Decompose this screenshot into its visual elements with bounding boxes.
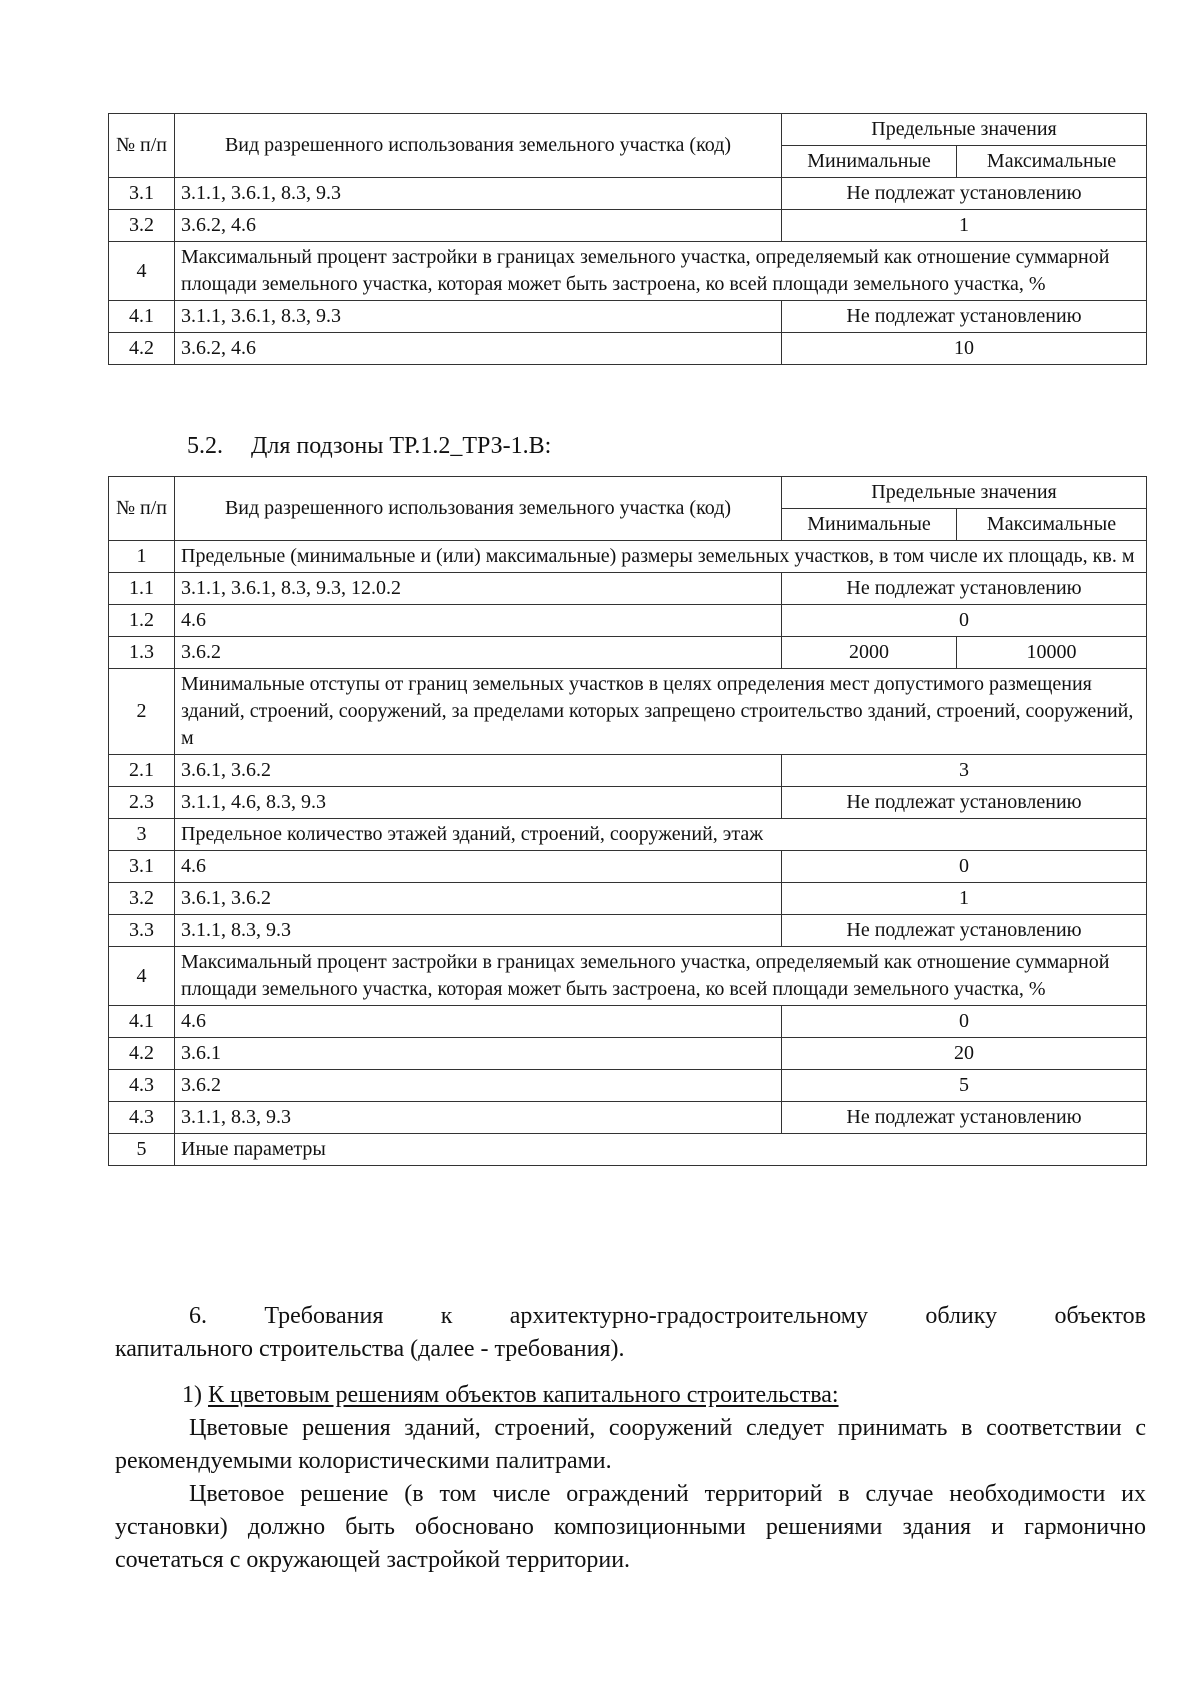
row-value: Не подлежат установлению <box>782 787 1147 819</box>
row-num: 4.3 <box>109 1102 175 1134</box>
row-value: 1 <box>782 210 1147 242</box>
table-row <box>109 637 1147 669</box>
row-code: 3.6.1, 3.6.2 <box>175 755 782 787</box>
row-code: 3.1.1, 3.6.1, 8.3, 9.3 <box>175 301 782 333</box>
row-num: 1 <box>109 541 175 573</box>
row-value: 20 <box>782 1038 1147 1070</box>
row-code: 3.6.1 <box>175 1038 782 1070</box>
paragraph-color-solution: Цветовое решение (в том числе ограждений территорий в случае необходимости их установки) должно быть обосновано композиционными решениями здания и гармонично сочетаться с окружающей застройкой территории. <box>115 1481 1146 1573</box>
row-num: 1.3 <box>109 637 175 669</box>
row-description: Иные параметры <box>175 1134 1147 1166</box>
row-value: Не подлежат установлению <box>782 1102 1147 1134</box>
row-num: 4.3 <box>109 1070 175 1102</box>
row-value: 10 <box>782 333 1147 365</box>
row-min-value: 2000 <box>782 637 957 669</box>
header-num: № п/п <box>109 114 175 178</box>
table-section-row <box>109 541 1147 573</box>
paragraph-color-palettes: Цветовые решения зданий, строений, сооружений следует принимать в соответствии с рекомендуемыми колористическими палитрами. <box>115 1415 1146 1474</box>
header-min: Минимальные <box>782 509 957 541</box>
table-row <box>109 573 1147 605</box>
table-header-row <box>109 477 1147 509</box>
section6-heading-line1: 6. Требования к архитектурно-градостроительному облику объектов <box>189 1303 1146 1329</box>
row-code: 4.6 <box>175 605 782 637</box>
row-value: 0 <box>782 605 1147 637</box>
row-code: 3.6.2 <box>175 637 782 669</box>
row-description: Максимальный процент застройки в границах земельного участка, определяемый как отношение суммарной площади земельного участка, которая может быть застроена, ко всей площади земельного участка, % <box>175 947 1147 1006</box>
row-value: 0 <box>782 851 1147 883</box>
table-row <box>109 605 1147 637</box>
header-limits: Предельные значения <box>782 114 1147 146</box>
header-type: Вид разрешенного использования земельного участка (код) <box>175 114 782 178</box>
row-num: 2.1 <box>109 755 175 787</box>
row-code: 3.1.1, 8.3, 9.3 <box>175 1102 782 1134</box>
table-section-row <box>109 947 1147 1006</box>
row-value: Не подлежат установлению <box>782 301 1147 333</box>
header-type: Вид разрешенного использования земельного участка (код) <box>175 477 782 541</box>
subzone-title: Для подзоны ТР.1.2_ТРЗ-1.В: <box>251 433 552 459</box>
row-description: Минимальные отступы от границ земельных участков в целях определения мест допустимого размещения зданий, строений, сооружений, за пределами которых запрещено строительство зданий, строений, сооружений, м <box>175 669 1147 755</box>
row-num: 3.3 <box>109 915 175 947</box>
row-num: 3.1 <box>109 178 175 210</box>
row-code: 4.6 <box>175 851 782 883</box>
table-section-row <box>109 242 1147 301</box>
table-row <box>109 178 1147 210</box>
row-value: Не подлежат установлению <box>782 915 1147 947</box>
table-header-row <box>109 114 1147 146</box>
table-row <box>109 915 1147 947</box>
table-section-row <box>109 819 1147 851</box>
list-item-heading <box>182 1379 1002 1412</box>
table-row <box>109 787 1147 819</box>
table-row <box>109 333 1147 365</box>
row-num: 3.1 <box>109 851 175 883</box>
header-min: Минимальные <box>782 146 957 178</box>
row-code: 3.6.2 <box>175 1070 782 1102</box>
header-num: № п/п <box>109 477 175 541</box>
table-row <box>109 755 1147 787</box>
row-num: 3 <box>109 819 175 851</box>
row-num: 5 <box>109 1134 175 1166</box>
table-section-row <box>109 1134 1147 1166</box>
row-num: 3.2 <box>109 210 175 242</box>
row-code: 3.6.1, 3.6.2 <box>175 883 782 915</box>
list-item-title: К цветовым решениям объектов капитального строительства: <box>208 1382 839 1408</box>
row-code: 4.6 <box>175 1006 782 1038</box>
row-code: 3.6.2, 4.6 <box>175 210 782 242</box>
row-num: 4.2 <box>109 1038 175 1070</box>
row-num: 4.1 <box>109 301 175 333</box>
row-num: 3.2 <box>109 883 175 915</box>
section6-heading-line2: капитального строительства (далее - требования). <box>115 1336 625 1362</box>
row-num: 2 <box>109 669 175 755</box>
subzone-number: 5.2. <box>187 433 223 459</box>
row-num: 4.2 <box>109 333 175 365</box>
row-description: Предельные (минимальные и (или) максимальные) размеры земельных участков, в том числе их площадь, кв. м <box>175 541 1147 573</box>
subzone-heading <box>187 433 551 460</box>
row-max-value: 10000 <box>957 637 1147 669</box>
table-row <box>109 851 1147 883</box>
table-section-row <box>109 669 1147 755</box>
limits-table-continued <box>108 113 1147 365</box>
row-value: 0 <box>782 1006 1147 1038</box>
row-code: 3.1.1, 4.6, 8.3, 9.3 <box>175 787 782 819</box>
table-row <box>109 1038 1147 1070</box>
row-description: Максимальный процент застройки в границах земельного участка, определяемый как отношение суммарной площади земельного участка, которая может быть застроена, ко всей площади земельного участка, % <box>175 242 1147 301</box>
table-row <box>109 1070 1147 1102</box>
row-value: 5 <box>782 1070 1147 1102</box>
row-code: 3.6.2, 4.6 <box>175 333 782 365</box>
row-value: 1 <box>782 883 1147 915</box>
row-value: 3 <box>782 755 1147 787</box>
row-num: 4 <box>109 947 175 1006</box>
row-num: 4.1 <box>109 1006 175 1038</box>
list-item-number: 1) <box>182 1382 202 1408</box>
table-row <box>109 883 1147 915</box>
table-row <box>109 301 1147 333</box>
row-num: 1.2 <box>109 605 175 637</box>
header-limits: Предельные значения <box>782 477 1147 509</box>
table-row <box>109 1102 1147 1134</box>
row-num: 4 <box>109 242 175 301</box>
row-code: 3.1.1, 3.6.1, 8.3, 9.3, 12.0.2 <box>175 573 782 605</box>
row-value: Не подлежат установлению <box>782 178 1147 210</box>
table-row <box>109 1006 1147 1038</box>
table-row <box>109 210 1147 242</box>
row-num: 2.3 <box>109 787 175 819</box>
row-value: Не подлежат установлению <box>782 573 1147 605</box>
header-max: Максимальные <box>957 509 1147 541</box>
row-num: 1.1 <box>109 573 175 605</box>
limits-table-subzone <box>108 476 1147 1166</box>
row-description: Предельное количество этажей зданий, строений, сооружений, этаж <box>175 819 1147 851</box>
header-max: Максимальные <box>957 146 1147 178</box>
row-code: 3.1.1, 3.6.1, 8.3, 9.3 <box>175 178 782 210</box>
row-code: 3.1.1, 8.3, 9.3 <box>175 915 782 947</box>
